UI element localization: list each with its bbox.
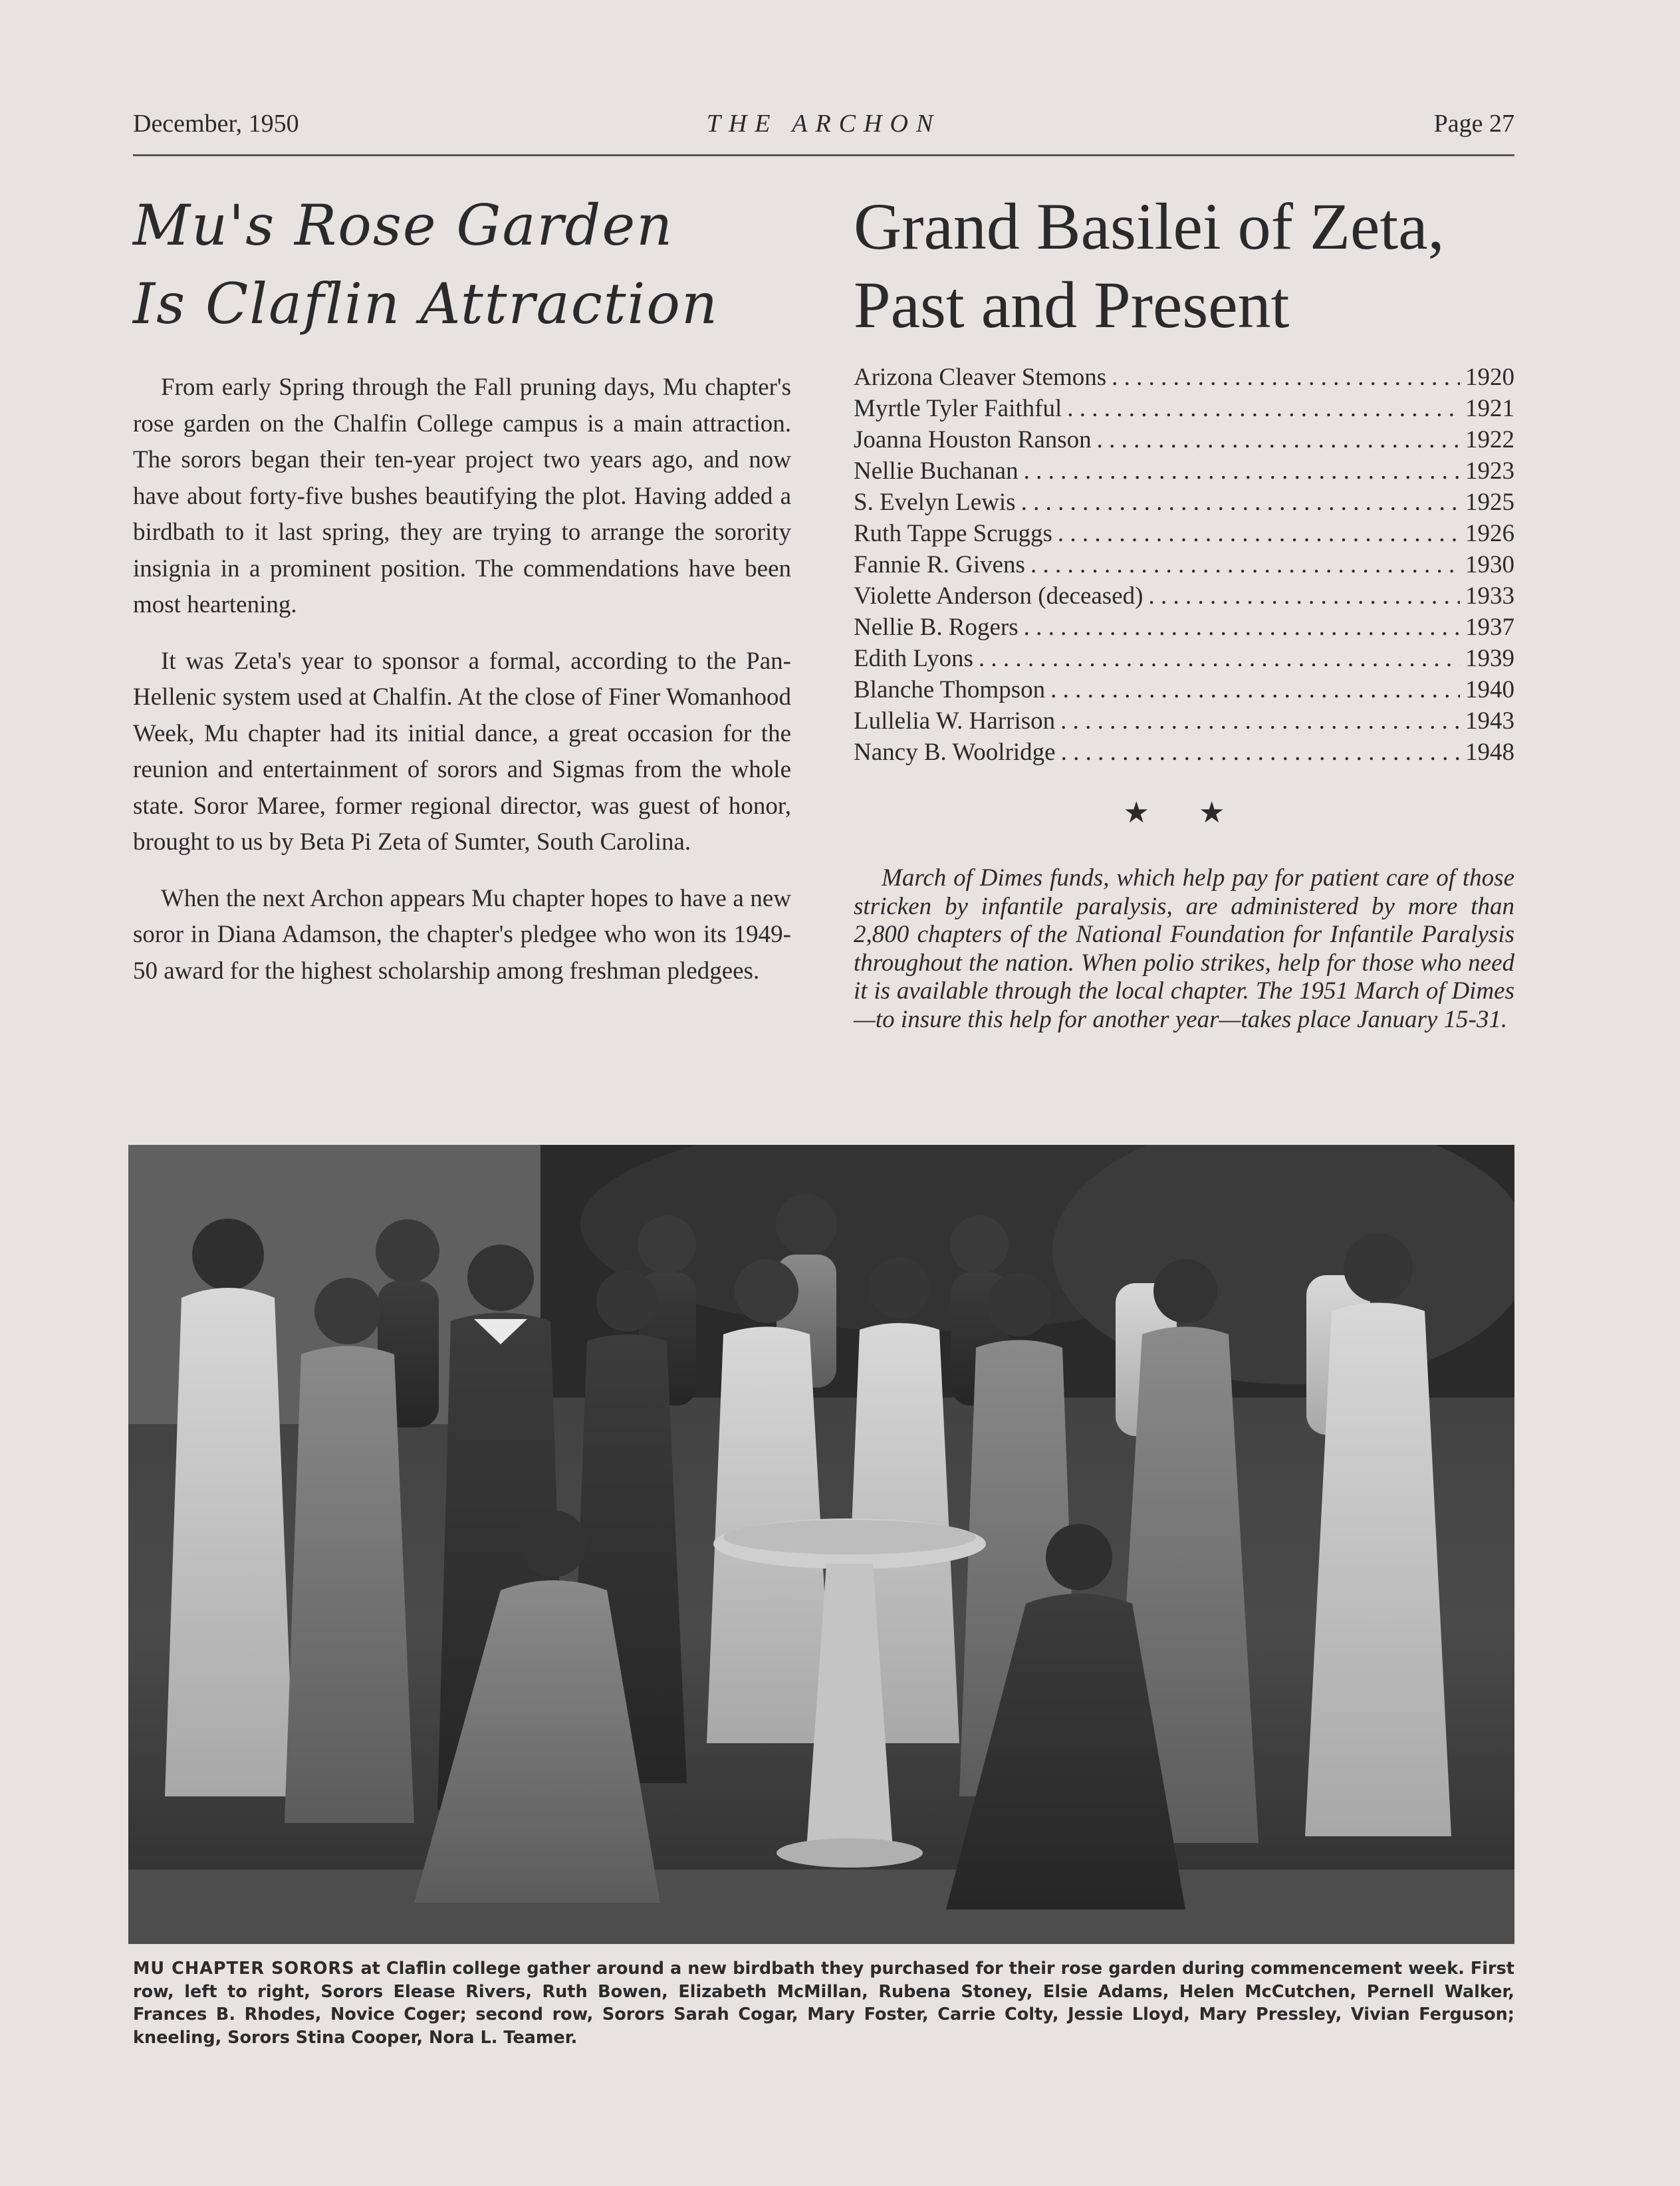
basileus-name: Nellie B. Rogers <box>854 614 1019 641</box>
basileus-year: 1926 <box>1465 520 1514 547</box>
basileus-name: Violette Anderson (deceased) <box>854 582 1143 610</box>
caption-text: at Claflin college gather around a new birdbath they purchased for their rose garden during commencement week. First row, left to right, Sorors Elease Rivers, Ruth Bowen, Elizabeth McMillan, Rubena Stoney, Elsie Adams, Helen McCutchen, Pernell Walker, Frances B. Rhodes, Novice Coger; second row, Sorors Sarah Cogar, Mary Foster, Carrie Colty, Jessie Lloyd, Mary Pressley, Vivian Ferguson; kneeling, Sorors Stina Cooper, Nora L. Teamer. <box>133 1959 1514 2048</box>
article-paragraph-1: From early Spring through the Fall pruning days, Mu chapter's rose garden on the Chalfin College campus is a main attraction. The sorors began their ten-year project two years ago, and now have about forty-five bushes beautifying the plot. Having added a birdbath to it last spring, they are trying to arrange the sorority insignia in a prominent position. The commendations have been most heartening. <box>133 374 791 618</box>
basilei-title-line2: Past and Present <box>854 268 1290 342</box>
basilei-title <box>854 187 1514 344</box>
rose-garden-article <box>133 186 791 1009</box>
caption-lead: MU CHAPTER SORORS <box>133 1959 355 1979</box>
basileus-year: 1920 <box>1465 364 1514 391</box>
list-item <box>854 674 1514 705</box>
basileus-year: 1930 <box>1465 551 1514 578</box>
list-item <box>854 455 1514 487</box>
basilei-title-line1: Grand Basilei of Zeta, <box>854 189 1445 263</box>
basileus-year: 1948 <box>1465 739 1514 766</box>
basileus-name: Fannie R. Givens <box>854 551 1025 578</box>
basileus-year: 1937 <box>1465 614 1514 641</box>
rose-garden-title-line1: Mu's Rose Garden <box>133 193 674 258</box>
basilei-section <box>854 187 1514 1034</box>
basileus-year: 1921 <box>1465 395 1514 422</box>
list-item <box>854 362 1514 393</box>
issue-date: December, 1950 <box>133 110 299 138</box>
basileus-year: 1943 <box>1465 707 1514 735</box>
list-item <box>854 612 1514 643</box>
basileus-name: Joanna Houston Ranson <box>854 426 1092 453</box>
basileus-year: 1923 <box>1465 457 1514 485</box>
list-item <box>854 580 1514 612</box>
group-photo <box>128 1145 1514 1944</box>
list-item <box>854 518 1514 549</box>
list-item <box>854 705 1514 737</box>
basileus-name: Nancy B. Woolridge <box>854 739 1056 766</box>
publication-name: THE ARCHON <box>706 110 941 138</box>
basileus-name: Arizona Cleaver Stemons <box>854 364 1107 391</box>
running-header <box>133 106 1514 156</box>
rose-garden-title-line2: Is Claflin Attraction <box>133 271 719 336</box>
group-photo-illustration <box>128 1145 1514 1944</box>
article-paragraph-3: When the next Archon appears Mu chapter hopes to have a new soror in Diana Adamson, the chapter's pledgee who won its 1949-50 award for the highest scholarship among freshman pledgees. <box>133 884 791 985</box>
list-item <box>854 393 1514 424</box>
basileus-year: 1925 <box>1465 489 1514 516</box>
march-of-dimes-note: March of Dimes funds, which help pay for patient care of those stricken by infantile paralysis, are administered by more than 2,800 chapters of the National Foundation for Infantile Paralysis throughout the nation. When polio strikes, help for those who need it is available through the local chapter. The 1951 March of Dimes—to insure this help for another year—takes place January 15-31. <box>854 864 1514 1033</box>
list-item <box>854 487 1514 518</box>
basileus-name: Edith Lyons <box>854 645 973 672</box>
basileus-year: 1922 <box>1465 426 1514 453</box>
list-item <box>854 643 1514 674</box>
star-divider: ★ ★ <box>1123 796 1245 830</box>
rose-garden-title <box>133 186 791 343</box>
basileus-name: Nellie Buchanan <box>854 457 1019 485</box>
basileus-year: 1940 <box>1465 676 1514 703</box>
photo-caption <box>133 1957 1514 2049</box>
article-paragraph-2: It was Zeta's year to sponsor a formal, according to the Pan-Hellenic system used at Chalfin. At the close of Finer Womanhood Week, Mu chapter had its initial dance, a great occasion for the reunion and entertainment of sorors and Sigmas from the whole state. Soror Maree, former regional director, was guest of honor, brought to us by Beta Pi Zeta of Sumter, South Carolina. <box>133 647 791 856</box>
basilei-list <box>854 362 1514 768</box>
list-item <box>854 424 1514 455</box>
basileus-year: 1933 <box>1465 582 1514 610</box>
page-number: Page 27 <box>1433 110 1514 138</box>
basileus-name: Myrtle Tyler Faithful <box>854 395 1062 422</box>
basileus-name: Blanche Thompson <box>854 676 1046 703</box>
basileus-name: Ruth Tappe Scruggs <box>854 520 1052 547</box>
list-item <box>854 737 1514 768</box>
basileus-year: 1939 <box>1465 645 1514 672</box>
basileus-name: S. Evelyn Lewis <box>854 489 1016 516</box>
list-item <box>854 549 1514 580</box>
basileus-name: Lullelia W. Harrison <box>854 707 1056 735</box>
